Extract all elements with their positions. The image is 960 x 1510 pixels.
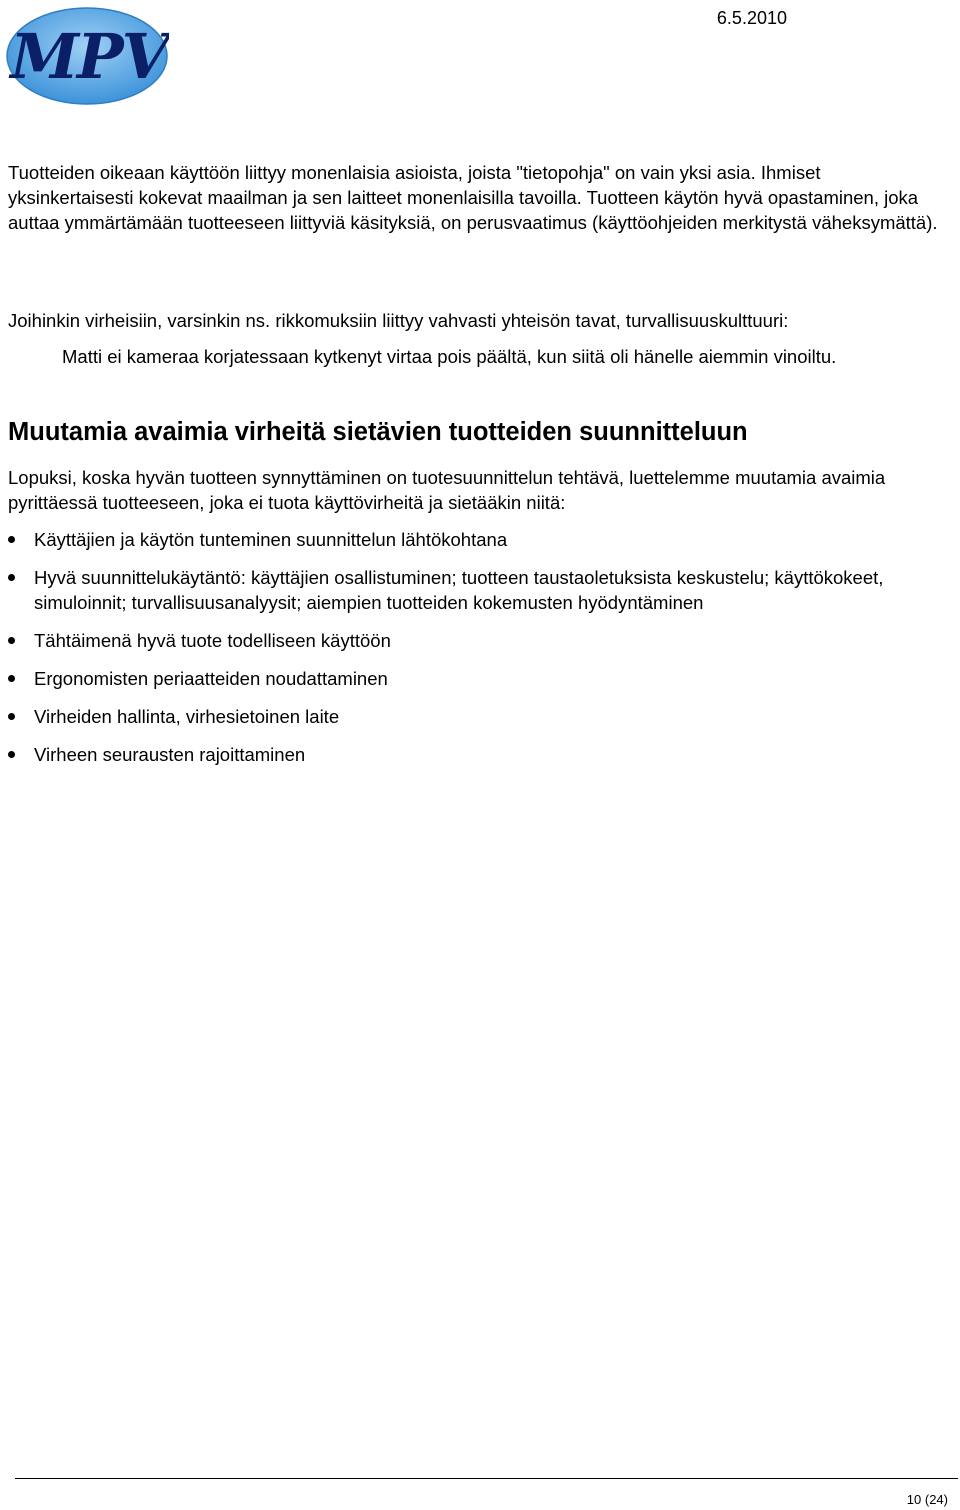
list-item: Ergonomisten periaatteiden noudattaminen: [8, 666, 952, 691]
bullet-icon: [8, 751, 15, 758]
bullet-icon: [8, 574, 15, 581]
footer-divider: [15, 1478, 958, 1479]
bullet-icon: [8, 675, 15, 682]
list-item: Käyttäjien ja käytön tunteminen suunnittelun lähtökohtana: [8, 527, 952, 552]
violations-paragraph: Joihinkin virheisiin, varsinkin ns. rikkomuksiin liittyy vahvasti yhteisön tavat, turvallisuuskulttuuri:: [8, 310, 789, 331]
bullet-icon: [8, 713, 15, 720]
list-item: Tähtäimenä hyvä tuote todelliseen käyttöön: [8, 628, 952, 653]
example-quote: Matti ei kameraa korjatessaan kytkenyt virtaa pois päältä, kun siitä oli hänelle aiemmin vinoiltu.: [62, 346, 837, 367]
page-number: 10 (24): [906, 1492, 948, 1507]
list-item: Virheen seurausten rajoittaminen: [8, 742, 952, 767]
conclusion-paragraph: Lopuksi, koska hyvän tuotteen synnyttäminen on tuotesuunnittelun tehtävä, luettelemme muutamia avaimia pyrittäessä tuotteeseen, joka ei tuota käyttövirheitä ja sietääkin niitä:: [8, 467, 886, 513]
intro-paragraph: Tuotteiden oikeaan käyttöön liittyy monenlaisia asioista, joista "tietopohja" on vain yksi asia. Ihmiset yksinkertaisesti kokevat maailman ja sen laitteet monenlaisilla tavoilla. Tuotteen käytön hyvä opastaminen, joka auttaa ymmärtämään tuotteeseen liittyviä käsityksiä, on perusvaatimus (käyttöohjeiden merkitystä väheksymättä).: [8, 162, 938, 233]
logo-text: MPV: [10, 20, 168, 93]
document-date: 6.5.2010: [716, 8, 787, 28]
section-heading: Muutamia avaimia virheitä sietävien tuotteiden suunnitteluun: [8, 418, 748, 446]
bullet-icon: [8, 536, 15, 543]
list-item: Hyvä suunnittelukäytäntö: käyttäjien osallistuminen; tuotteen taustaoletuksista keskustelu; käyttökokeet, simuloinnit; turvallisuusanalyysit; aiempien tuotteiden kokemusten hyödyntäminen: [8, 565, 952, 615]
list-item: Virheiden hallinta, virhesietoinen laite: [8, 704, 952, 729]
key-list: [8, 527, 952, 780]
bullet-icon: [8, 637, 15, 644]
mpv-logo: [5, 6, 169, 106]
